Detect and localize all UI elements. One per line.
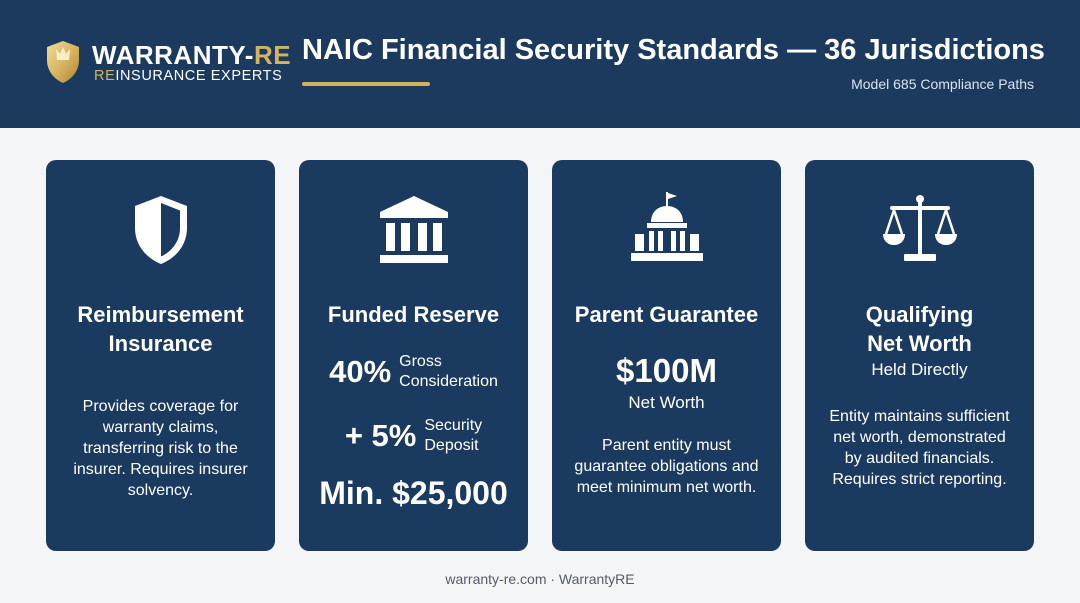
footer-text[interactable]: warranty-re.com · WarrantyRE — [445, 571, 635, 587]
card-title: Parent Guarantee — [574, 302, 759, 327]
security-deposit-percent: + 5% — [344, 418, 417, 453]
security-deposit-label: Security Deposit — [424, 417, 483, 454]
brand-name: WARRANTY-RE — [92, 40, 292, 70]
scales-icon — [880, 190, 960, 270]
header-banner — [0, 0, 1080, 128]
guarantee-amount: $100M — [616, 352, 717, 389]
card-description: Entity maintains sufficient net worth, demonstrated by audited financials. Requires strict reporting. — [829, 408, 1010, 488]
shield-logo-icon — [44, 40, 82, 84]
brand-logo[interactable] — [44, 38, 292, 88]
card-title: Qualifying Net Worth — [865, 302, 974, 356]
title-underline — [302, 82, 430, 86]
bank-icon — [374, 190, 454, 270]
gross-consideration-row — [299, 352, 528, 392]
card-reimbursement-insurance — [46, 160, 275, 551]
page-title: NAIC Financial Security Standards — 36 Jurisdictions — [302, 34, 1045, 66]
card-funded-reserve — [299, 160, 528, 551]
card-description: Provides coverage for warranty claims, transferring risk to the insurer. Requires insurer solvency. — [73, 398, 248, 499]
card-title: Reimbursement Insurance — [77, 302, 244, 356]
guarantee-amount-label: Net Worth — [628, 393, 705, 412]
capitol-icon — [627, 190, 707, 270]
card-title: Funded Reserve — [327, 302, 500, 327]
shield-icon — [121, 190, 201, 270]
card-qualifying-net-worth — [805, 160, 1034, 551]
security-deposit-row — [299, 416, 528, 456]
brand-tagline: REINSURANCE EXPERTS — [94, 68, 283, 84]
card-subtitle: Held Directly — [871, 360, 968, 379]
minimum-amount: Min. $25,000 — [319, 475, 508, 511]
card-parent-guarantee — [552, 160, 781, 551]
card-description: Parent entity must guarantee obligations and meet minimum net worth. — [574, 437, 759, 496]
gross-consideration-label: Gross Consideration — [399, 353, 498, 390]
gross-consideration-percent: 40% — [329, 354, 392, 389]
page-subtitle: Model 685 Compliance Paths — [851, 76, 1034, 92]
